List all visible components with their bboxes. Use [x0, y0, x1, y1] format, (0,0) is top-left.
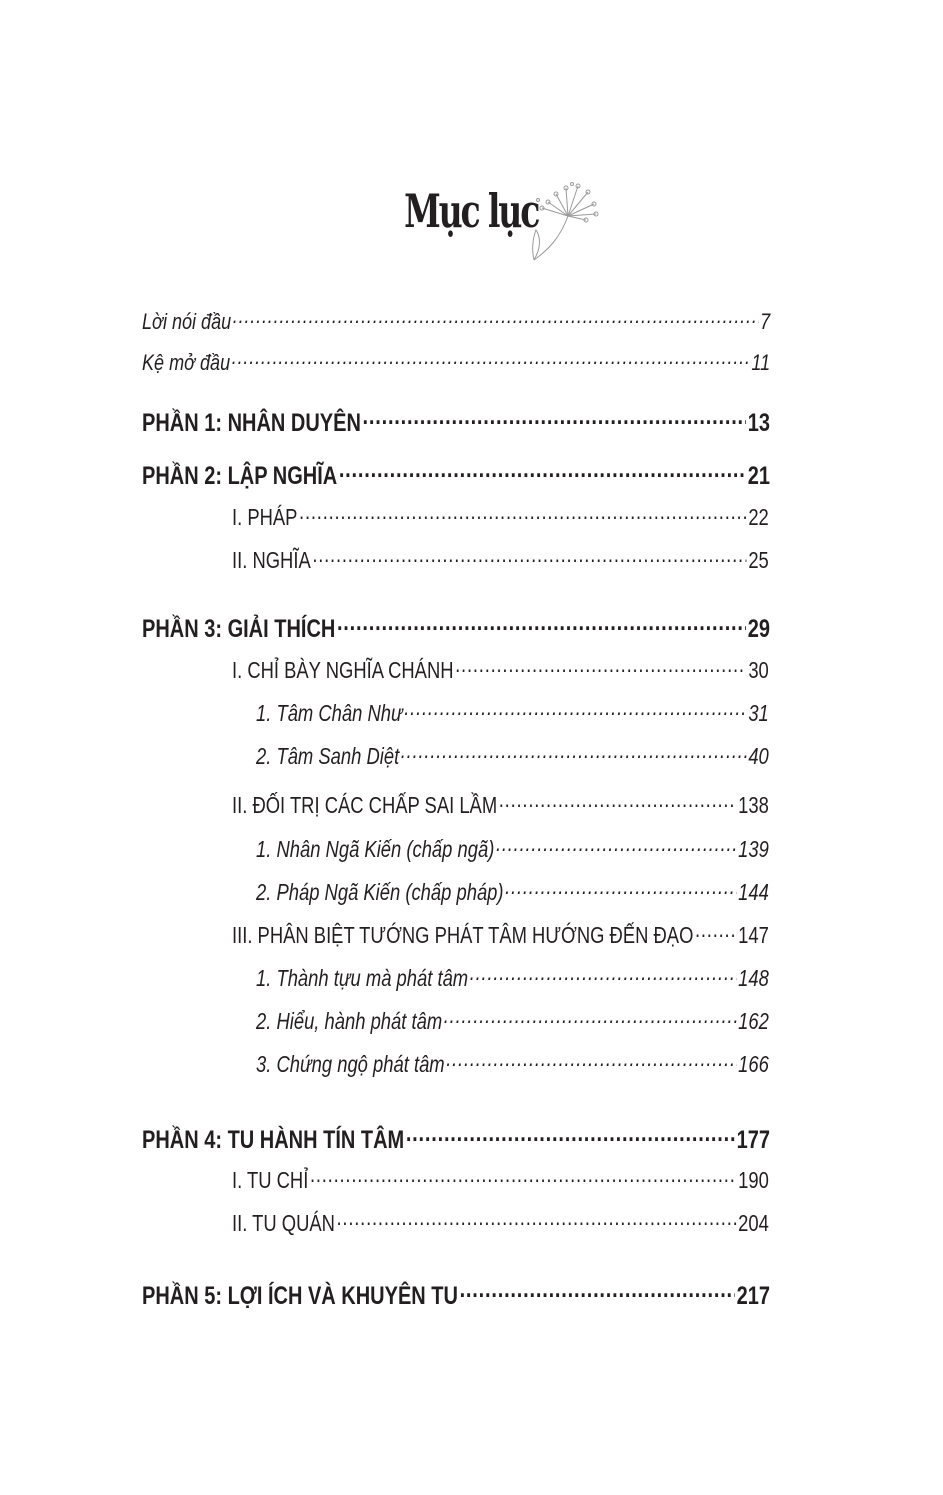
toc-entry-label: 1. Nhân Ngã Kiến (chấp ngã) — [256, 836, 495, 862]
dot-leader — [444, 1006, 737, 1029]
toc-entry-page: 21 — [747, 462, 770, 490]
toc-entry-page: 147 — [738, 922, 769, 948]
toc-entry-page: 190 — [738, 1167, 769, 1193]
toc-entry[interactable] — [142, 307, 770, 337]
toc-entry-page: 148 — [738, 965, 769, 991]
toc-entry-label: II. TU QUÁN — [232, 1210, 335, 1236]
toc-entry-label: Kệ mở đầu — [142, 350, 231, 375]
toc-entry-page: 162 — [738, 1008, 769, 1034]
toc-entry[interactable] — [232, 545, 769, 575]
toc-entry[interactable] — [232, 502, 769, 532]
toc-entry-page: 30 — [748, 657, 769, 683]
toc-entry-page: 22 — [748, 504, 769, 530]
toc-entry-page: 13 — [747, 409, 770, 437]
toc-entry-label: PHẦN 4: TU HÀNH TÍN TÂM — [142, 1126, 405, 1154]
toc-entry-label: I. CHỈ BÀY NGHĨA CHÁNH — [232, 657, 454, 683]
toc-entry-page: 40 — [748, 743, 769, 769]
dot-leader — [401, 741, 747, 764]
dot-leader — [233, 307, 759, 329]
dot-leader — [299, 502, 747, 525]
toc-entry-page: 29 — [747, 615, 770, 643]
toc-entry[interactable] — [256, 698, 769, 728]
toc-entry-page: 144 — [738, 879, 769, 905]
toc-entry-page: 139 — [738, 836, 769, 862]
toc-entry-label: 1. Thành tựu mà phát tâm — [256, 965, 469, 991]
toc-entry-label: PHẦN 5: LỢI ÍCH VÀ KHUYÊN TU — [142, 1282, 458, 1310]
dot-leader — [232, 348, 750, 370]
dot-leader — [404, 698, 746, 721]
dot-leader — [695, 920, 737, 943]
toc-entry-label: II. ĐỐI TRỊ CÁC CHẤP SAI LẦM — [232, 792, 498, 818]
toc-entry[interactable] — [142, 459, 770, 489]
dot-leader — [312, 545, 746, 568]
toc-entry-label: Lời nói đầu — [142, 309, 232, 334]
dot-leader — [499, 790, 737, 813]
dot-leader — [455, 655, 747, 678]
dot-leader — [337, 612, 746, 637]
toc-entry-label: PHẦN 2: LẬP NGHĨA — [142, 462, 338, 490]
dot-leader — [363, 406, 747, 431]
toc-entry-label: 2. Pháp Ngã Kiến (chấp pháp) — [256, 879, 504, 905]
toc-entry-page: 166 — [738, 1051, 769, 1077]
toc-entry[interactable] — [256, 1006, 769, 1036]
toc-entry[interactable] — [256, 877, 769, 907]
toc-entry[interactable] — [256, 741, 769, 771]
dot-leader — [505, 877, 736, 900]
dot-leader — [339, 459, 746, 484]
toc-entry[interactable] — [142, 406, 770, 436]
toc-entry[interactable] — [256, 834, 769, 864]
toc-entry[interactable] — [232, 1165, 769, 1195]
dot-leader — [470, 963, 737, 986]
toc-entry[interactable] — [142, 1279, 770, 1309]
page-title: Mục lục — [404, 184, 539, 238]
toc-entry-label: I. PHÁP — [232, 504, 298, 530]
dot-leader — [337, 1208, 737, 1231]
toc-entry-page: 31 — [748, 700, 769, 726]
dandelion-flower-icon — [528, 180, 600, 262]
toc-entry-label: 3. Chứng ngộ phát tâm — [256, 1051, 445, 1077]
toc-entry-page: 204 — [738, 1210, 769, 1236]
toc-entry[interactable] — [232, 1208, 769, 1238]
toc-entry[interactable] — [142, 348, 770, 378]
toc-entry-page: 7 — [760, 309, 771, 334]
title-wrap — [0, 184, 943, 238]
toc-entry-label: 2. Hiểu, hành phát tâm — [256, 1008, 443, 1034]
dot-leader — [446, 1049, 736, 1072]
toc-entry-label: PHẦN 3: GIẢI THÍCH — [142, 615, 336, 643]
toc-entry[interactable] — [256, 963, 769, 993]
toc-entry-label: I. TU CHỈ — [232, 1167, 309, 1193]
toc-entry-page: 25 — [748, 547, 769, 573]
toc-entry[interactable] — [142, 612, 770, 642]
toc-entry-page: 217 — [736, 1282, 770, 1310]
toc-entry-label: II. NGHĨA — [232, 547, 311, 573]
toc-entry-label: 2. Tâm Sanh Diệt — [256, 743, 400, 769]
toc-entry[interactable] — [232, 920, 769, 950]
toc-entry-page: 177 — [736, 1126, 770, 1154]
dot-leader — [460, 1279, 735, 1304]
toc-entry-page: 11 — [751, 350, 771, 375]
dot-leader — [310, 1165, 737, 1188]
toc-entry-label: PHẦN 1: NHÂN DUYÊN — [142, 409, 361, 437]
toc-entry[interactable] — [232, 655, 769, 685]
toc-entry-label: III. PHÂN BIỆT TƯỚNG PHÁT TÂM HƯỚNG ĐẾN ĐẠO — [232, 922, 694, 948]
toc-entry[interactable] — [256, 1049, 769, 1079]
toc-entry[interactable] — [142, 1123, 770, 1153]
toc-entry-page: 138 — [738, 792, 769, 818]
dot-leader — [496, 834, 737, 857]
toc-entry-label: 1. Tâm Chân Như — [256, 700, 403, 726]
toc-entry[interactable] — [232, 790, 769, 820]
dot-leader — [406, 1123, 735, 1148]
